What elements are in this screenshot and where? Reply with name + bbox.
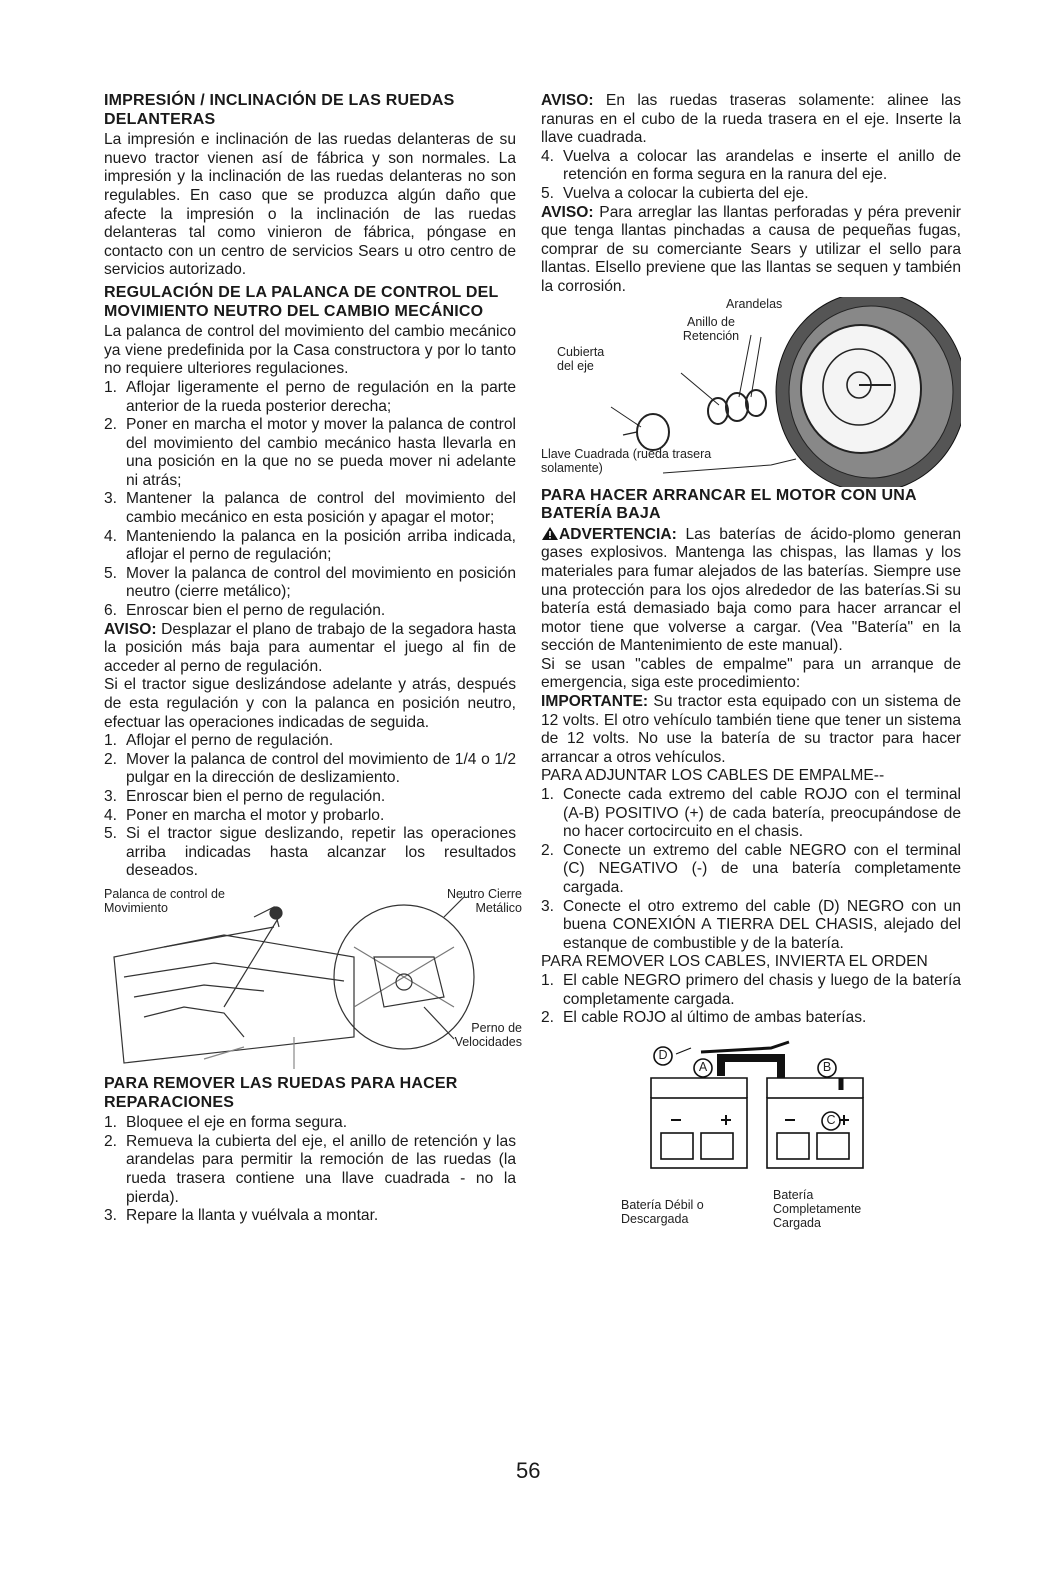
label-perno: Perno de Velocidades [454,1020,522,1049]
label-terminal-b: B [822,1059,832,1074]
list-item: 4. Vuelva a colocar las arandelas e inserte el anillo de retención en forma segura en la ranura del eje. [541,147,961,184]
list-item: 3. Repare la llanta y vuélvala a montar. [104,1207,379,1225]
remover-steps [104,1114,516,1226]
list-item: 1. Bloquee el eje en forma segura. [104,1114,348,1132]
remover-heading: PARA REMOVER LOS CABLES, INVIERTA EL ORDEN [541,953,928,971]
label-neutro: Neutro Cierre Metálico [446,886,522,915]
importante-paragraph: IMPORTANTE: Su tractor esta equipado con un sistema de 12 volts. El otro vehículo también tiene que tener un sistema de 12 volts. No use la batería de su tractor para hacer arrancar a otros vehículos. [541,693,961,766]
advertencia-paragraph: ADVERTENCIA: Las baterías de ácido-plomo generan gases explosivos. Mantenga las chispas, las llamas y los materiales para fumar alejados de las baterías. Siempre use una protección para los ojos alrededor de las baterías.Si su batería está demasiado baja como para hacer arrancar el motor tiene que volverse a cargar. (Vea "Batería" en la sección de Mantenimiento de este manual). [541,525,961,655]
label-anillo: Anillo de Retención [682,314,740,343]
list-item: 2. Conecte un extremo del cable NEGRO con el terminal (C) NEGATIVO (-) de una batería completamente cargada. [541,841,961,896]
section-text-regulacion: La palanca de control del movimiento del cambio mecánico ya viene predefinida por la Casa constructora y por lo tanto no requiere ulteriores regulaciones. [104,323,516,378]
warning-icon [541,526,559,541]
list-item: 3. Mantener la palanca de control del movimiento del cambio mecánico en esta posición y apagar el motor; [104,490,516,527]
page-number: 56 [516,1458,541,1483]
list-item: 5. Vuelva a colocar la cubierta del eje. [541,184,809,202]
label-cubierta: Cubierta del eje [557,344,605,373]
aviso-paragraph: AVISO: Desplazar el plano de trabajo de la segadora hasta la posición más baja para aumentar el juego al fin de acceder al perno de regulación. [104,620,516,675]
aviso-llantas: AVISO: Para arreglar las llantas perforadas y péra prevenir que tenga llantas pinchadas a causa de pequeñas fugas, comprar de su comerciante Sears y utilizar el sello para llantas. Elsello previene que las llantas se sequen y también la corrosión. [541,203,961,295]
label-terminal-c: C [826,1112,836,1127]
label-bateria-cargada: Batería Completamente Cargada [773,1187,862,1230]
label-arandelas: Arandelas [726,296,783,311]
regulacion-steps [104,379,516,621]
list-item: 3. Enroscar bien el perno de regulación. [104,787,386,805]
list-item: 1. Conecte cada extremo del cable ROJO con el terminal (A-B) POSITIVO (+) de cada batería, preocupándose de no hacer cortocircuito en el chasis. [541,786,961,841]
remover-cables-steps [541,972,961,1028]
label-terminal-a: A [698,1059,708,1074]
wheel-illustration [541,297,961,487]
battery-diagram [541,1038,961,1258]
left-column [104,92,522,1226]
list-item: 1. Aflojar el perno de regulación. [104,732,334,750]
section-title-remover-ruedas: PARA REMOVER LAS RUEDAS PARA HACER REPARACIONES [104,1074,458,1111]
list-item: 5. Si el tractor sigue deslizando, repetir las operaciones arriba indicadas hasta alcanzar los resultados deseados. [104,825,516,880]
label-llave: Llave Cuadrada (rueda trasera solamente) [541,446,712,475]
list-item: 5. Mover la palanca de control del movimiento en posición neutro (cierre metálico); [104,564,516,601]
list-item: 2. El cable ROJO al último de ambas baterías. [541,1009,867,1027]
lever-illustration [104,886,522,1071]
list-item: 1. El cable NEGRO primero del chasis y luego de la batería completamente cargada. [541,971,961,1008]
ruedas-steps [541,148,961,204]
regulacion-steps-2 [104,732,516,881]
label-palanca: Palanca de control de Movimiento [104,886,225,915]
section-text-regulacion-2: Si el tractor sigue deslizándose adelante y atrás, después de esta regulación y con la palanca en posición neutro, efectuar las operaciones indicadas de seguida. [104,676,516,731]
list-item: 2. Remueva la cubierta del eje, el anillo de retención y las arandelas para permitir la remoción de las ruedas (la rueda trasera contiene una llave cuadrada - no la pierda). [104,1132,516,1206]
label-terminal-d: D [658,1047,668,1062]
aviso-ruedas: AVISO: En las ruedas traseras solamente: alinee las ranuras en el cubo de la rueda trasera en el eje. Inserte la llave cuadrada. [541,92,961,147]
section-title-bateria-baja: PARA HACER ARRANCAR EL MOTOR CON UNA BATERÍA BAJA [541,486,917,523]
emergencia-paragraph: Si se usan "cables de empalme" para un arranque de emergencia, siga este procedimiento: [541,655,961,692]
adjuntar-heading: PARA ADJUNTAR LOS CABLES DE EMPALME-- [541,767,885,785]
section-title-impresion: IMPRESIÓN / INCLINACIÓN DE LAS RUEDAS DELANTERAS [104,92,455,128]
label-bateria-debil: Batería Débil o Descargada [621,1197,704,1226]
list-item: 4. Poner en marcha el motor y probarlo. [104,806,385,824]
list-item: 6. Enroscar bien el perno de regulación. [104,602,386,620]
right-column [541,92,961,1258]
list-item: 3. Conecte el otro extremo del cable (D) NEGRO con un buena CONEXIÓN A TIERRA DEL CHASIS, alejado del estanque de combustible y de la batería. [541,897,961,952]
list-item: 4. Manteniendo la palanca en la posición arriba indicada, aflojar el perno de regulación; [104,527,516,564]
section-text-impresion: La impresión e inclinación de las ruedas delanteras de su nuevo tractor vienen así de fábrica y son normales. La impresión y la inclinación de las ruedas delanteras no son regulables. En caso que se produzca algún daño que afecte la impresión o la inclinación de las ruedas delanteras tal como vinieron de fábrica, póngase en contacto con un centro de servicios Sears u otro centro de servicios autorizado. [104,131,516,279]
list-item: 2. Mover la palanca de control del movimiento de 1/4 o 1/2 pulgar en la dirección de deslizamiento. [104,750,516,787]
list-item: 1. Aflojar ligeramente el perno de regulación en la parte anterior de la rueda posterior derecha; [104,378,516,415]
list-item: 2. Poner en marcha el motor y mover la palanca de control del movimiento del cambio mecánico hasta llevarla en una posición en la que no se pueda mover ni adelante ni atrás; [104,416,516,489]
adjuntar-steps [541,786,961,953]
section-title-regulacion: REGULACIÓN DE LA PALANCA DE CONTROL DEL MOVIMIENTO NEUTRO DEL CAMBIO MECÁNICO [104,283,499,320]
